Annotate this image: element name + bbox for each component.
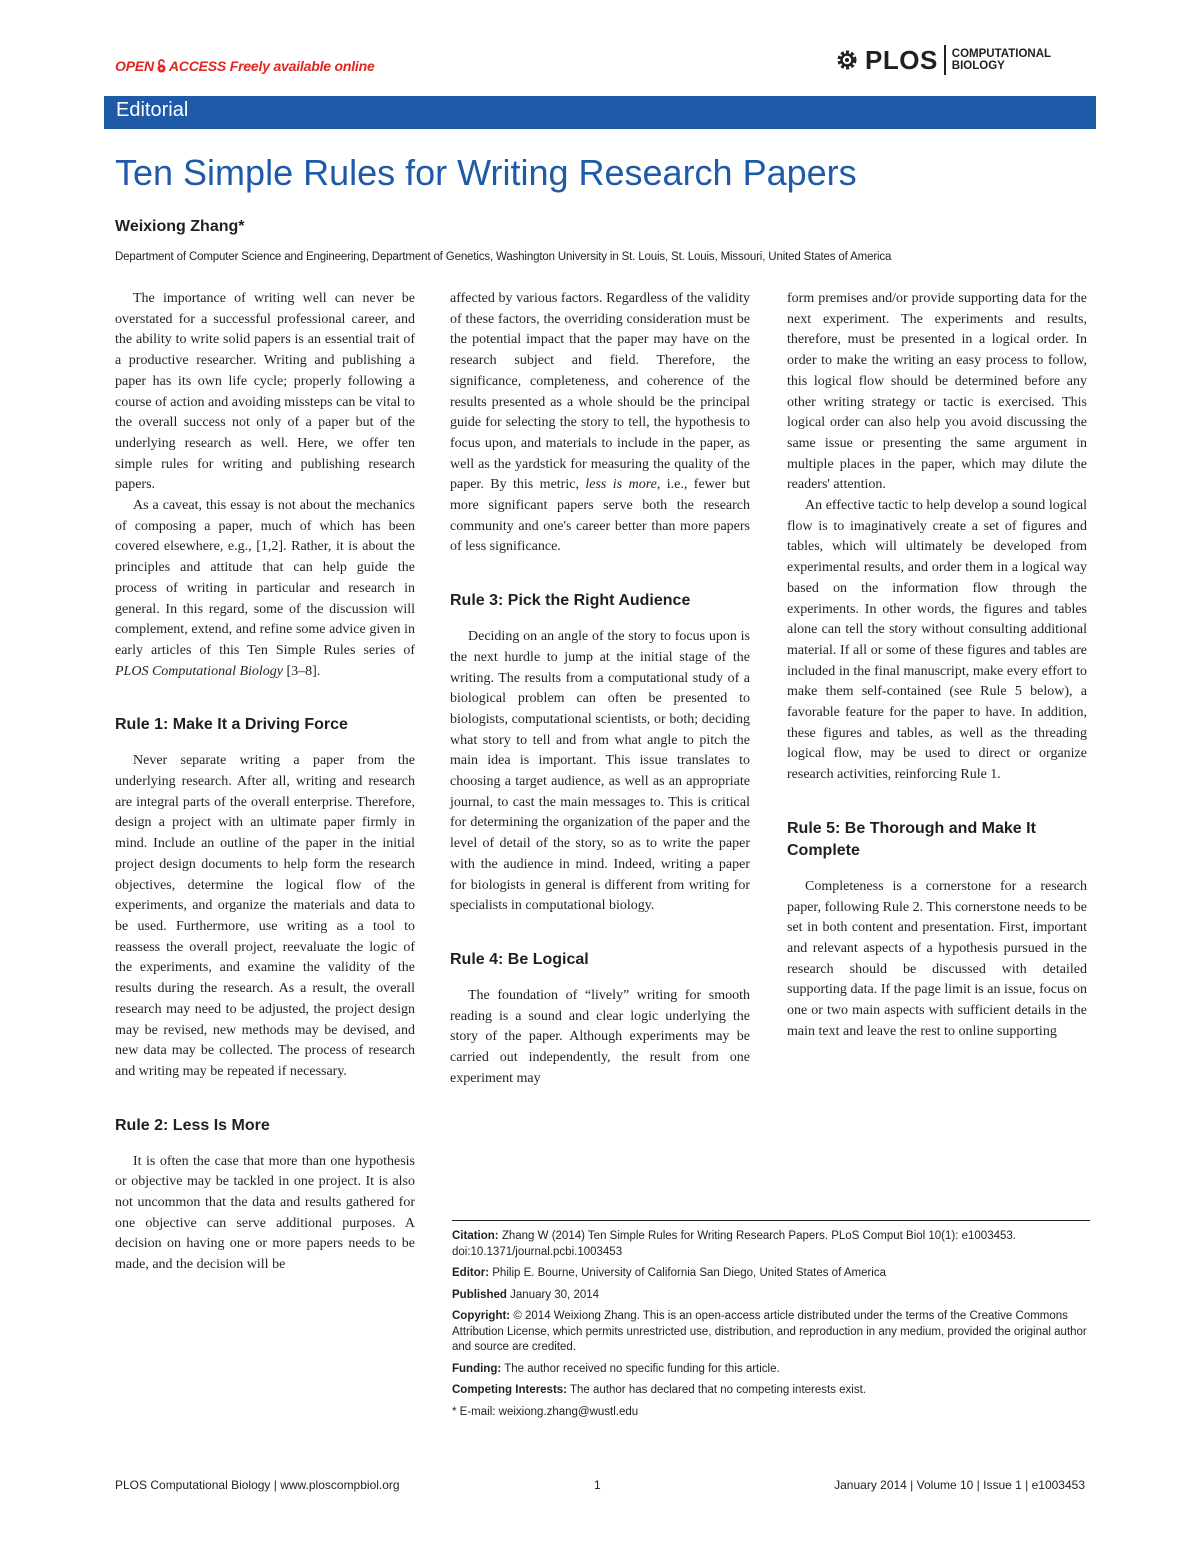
- author-email[interactable]: * E-mail: weixiong.zhang@wustl.edu: [452, 1405, 639, 1418]
- editor-label: Editor:: [452, 1267, 490, 1279]
- footer-page-number: 1: [594, 1478, 601, 1492]
- intro-paragraph-2: [115, 496, 415, 682]
- copyright: [452, 1309, 1090, 1356]
- footer-journal[interactable]: PLOS Computational Biology | www.ploscompbiol.org: [115, 1478, 400, 1492]
- rule4-paragraph-start: The foundation of “lively” writing for smooth reading is a sound and clear logic underlying the story of the paper. Although experiments may be carried out independently, the result from one experiment may: [450, 987, 750, 1086]
- body-column-1: [115, 289, 415, 1276]
- rule2-heading: Rule 2: Less Is More: [115, 1116, 270, 1134]
- journal-name-line1: COMPUTATIONAL: [951, 48, 1052, 60]
- editor-text: Philip E. Bourne, University of California San Diego, United States of America: [492, 1267, 887, 1279]
- article-info-box: [452, 1220, 1090, 1426]
- copyright-text: © 2014 Weixiong Zhang. This is an open-access article distributed under the terms of the Creative Commons Attribution License, which permits unrestricted use, distribution, and reproduction in any medium, provided the original author and source are credited.: [452, 1310, 1087, 1353]
- open-access-label: OPEN: [115, 58, 154, 74]
- plos-wordmark: PLOS: [865, 44, 938, 75]
- freely-available-label: Freely available online: [229, 58, 375, 74]
- published-date: January 30, 2014: [510, 1288, 600, 1301]
- access-label: ACCESS: [168, 58, 227, 74]
- funding-text: The author received no specific funding for this article.: [504, 1362, 780, 1375]
- intro-p2-refs: [3–8].: [283, 663, 321, 679]
- rule2-paragraph-start: It is often the case that more than one hypothesis or objective may be tackled in one project. It is also not uncommon that the data and results gathered for one objective can serve additional purposes. A decision on having one or more papers needs to be made, and the decision will be: [115, 1153, 415, 1273]
- less-is-more-italic: less is more: [585, 477, 657, 493]
- rule4-paragraph-cont: form premises and/or provide supporting data for the next experiment. The experiments and results, therefore, must be presented in a logical order. In order to make the writing an easy process to follow, this logical flow should be determined before any other writing strategy or tactic is exercised. This logical order can also help you avoid discussing the same issue or presenting the same argument in multiple places in the paper, which may dilute the readers' attention.: [787, 291, 1087, 493]
- rule4-paragraph-2: An effective tactic to help develop a sound logical flow is to imaginatively create a set of figures and tables, which will ultimately be developed from experimental results, and order them in a logical way based on the information flow through the experiments. In other words, the figures and tables alone can tell the story without consulting additional material. If all or some of these figures and tables are included in the final manuscript, make every effort to make them self-contained (see Rule 5 below), a favorable feature for the paper to have. In addition, these figures and tables, as well as the threading logical flow, may be used to direct or organize research activities, reinforcing Rule 1.: [787, 498, 1087, 783]
- citation-label: Citation:: [452, 1230, 499, 1242]
- editor: [452, 1266, 1090, 1282]
- logo-divider: [944, 45, 946, 75]
- rule2-cont-text: affected by various factors. Regardless of the validity of these factors, the overriding consideration must be the potential impact that the paper may have on the research subject and field. Therefore, the significance, completeness, and coherence of the results presented as a whole should be the principal guide for selecting the story to tell, the hypothesis to focus upon, and materials to include in the paper, as well as the yardstick for measuring the quality of the paper. By this metric,: [450, 291, 750, 493]
- rule3-paragraph: Deciding on an angle of the story to focus upon is the next hurdle to jump at the initial stage of the writing. The results from a computational study of a biological problem can often be presented to biologists, computational scientists, or both; deciding what story to tell and from what angle to pitch the main idea is important. This issue translates to choosing a target audience, as well as an appropriate journal, to cast the main messages to. This is critical for determining the organization of the paper and the level of detail of the story, so as to write the paper with the audience in mind. Indeed, writing a paper for biologists in general is different from writing for specialists in computational biology.: [450, 629, 750, 914]
- journal-name: [952, 48, 1051, 72]
- intro-paragraph-1: The importance of writing well can never be overstated for a successful professional career, and the ability to write solid papers is an essential trait of a productive researcher. Writing and publishing a paper has its own life cycle; properly following a course of action and avoiding missteps can be vital to the overall success not only of a paper but of the underlying research as well. Here, we offer ten simple rules for writing and publishing research papers.: [115, 291, 415, 493]
- rule3-heading: Rule 3: Pick the Right Audience: [450, 592, 691, 610]
- rule2-cont-end: , i.e., fewer but more significant papers serve both the research community and one's career better than more papers of less significance.: [450, 477, 750, 555]
- competing-label: Competing Interests:: [452, 1384, 568, 1396]
- published: [452, 1288, 1090, 1304]
- rule1-heading: Rule 1: Make It a Driving Force: [115, 716, 348, 734]
- published-label: Published: [452, 1288, 507, 1301]
- section-bar: [104, 96, 1096, 129]
- competing-interests: [452, 1383, 1090, 1399]
- journal-name-line2: BIOLOGY: [951, 60, 1005, 72]
- open-lock-icon: [156, 59, 167, 73]
- section-label: Editorial: [116, 99, 189, 121]
- rule1-paragraph: Never separate writing a paper from the underlying research. After all, writing and research are integral parts of the overall enterprise. Therefore, design a project with an ultimate paper firmly in mind. Include an outline of the paper in the initial project design documents to help form the research objectives, determine the logical flow of the experiments, and organize the materials and data to be used. Furthermore, use writing as a tool to reassess the overall project, reevaluate the logic of the experiments, and examine the validity of the results during the research. As a result, the overall research may need to be adjusted, the project design may be revised, new methods may be devised, and new data may be collected. The process of research and writing may be repeated if necessary.: [115, 753, 415, 1079]
- funding: [452, 1362, 1090, 1378]
- journal-italic: PLOS Computational Biology: [115, 663, 283, 679]
- rule2-paragraph-cont: [450, 289, 750, 558]
- rule5-paragraph: Completeness is a cornerstone for a research paper, following Rule 2. This cornerstone needs to be set in both content and presentation. First, important and relevant aspects of a hypothesis pursued in the research should be discussed with detailed supporting data. If the page limit is an issue, focus on one or two main aspects with sufficient details in the main text and leave the rest to online supporting: [787, 878, 1087, 1039]
- copyright-label: Copyright:: [452, 1310, 511, 1322]
- footer-issue: January 2014 | Volume 10 | Issue 1 | e1003453: [834, 1478, 1085, 1492]
- body-column-2: [450, 289, 750, 1090]
- rule5-heading: Rule 5: Be Thorough and Make It Complete: [787, 819, 1036, 859]
- citation-text: Zhang W (2014) Ten Simple Rules for Writing Research Papers. PLoS Comput Biol 10(1): e1003453. doi:10.1371/journal.pcbi.1003453: [452, 1230, 1016, 1258]
- author-name: Weixiong Zhang*: [115, 218, 245, 235]
- plos-gear-icon: [835, 48, 859, 72]
- rule4-heading: Rule 4: Be Logical: [450, 950, 589, 968]
- funding-label: Funding:: [452, 1362, 502, 1375]
- plos-logo: [835, 42, 1051, 78]
- article-title: Ten Simple Rules for Writing Research Papers: [115, 152, 857, 193]
- intro-p2-text: As a caveat, this essay is not about the mechanics of composing a paper, much of which has been covered elsewhere, e.g., [1,2]. Rather, it is about the principles and attitude that can help guide the process of writing in particular and research in general. In this regard, some of the discussion will complement, extend, and refine some advice given in early articles of this Ten Simple Rules series of: [115, 498, 415, 658]
- body-column-3: [787, 289, 1087, 1043]
- competing-text: The author has declared that no competing interests exist.: [570, 1384, 866, 1396]
- author-affiliation: Department of Computer Science and Engineering, Department of Genetics, Washington University in St. Louis, St. Louis, Missouri, United States of America: [115, 251, 892, 263]
- citation: [452, 1229, 1090, 1260]
- open-access-banner: [115, 58, 375, 74]
